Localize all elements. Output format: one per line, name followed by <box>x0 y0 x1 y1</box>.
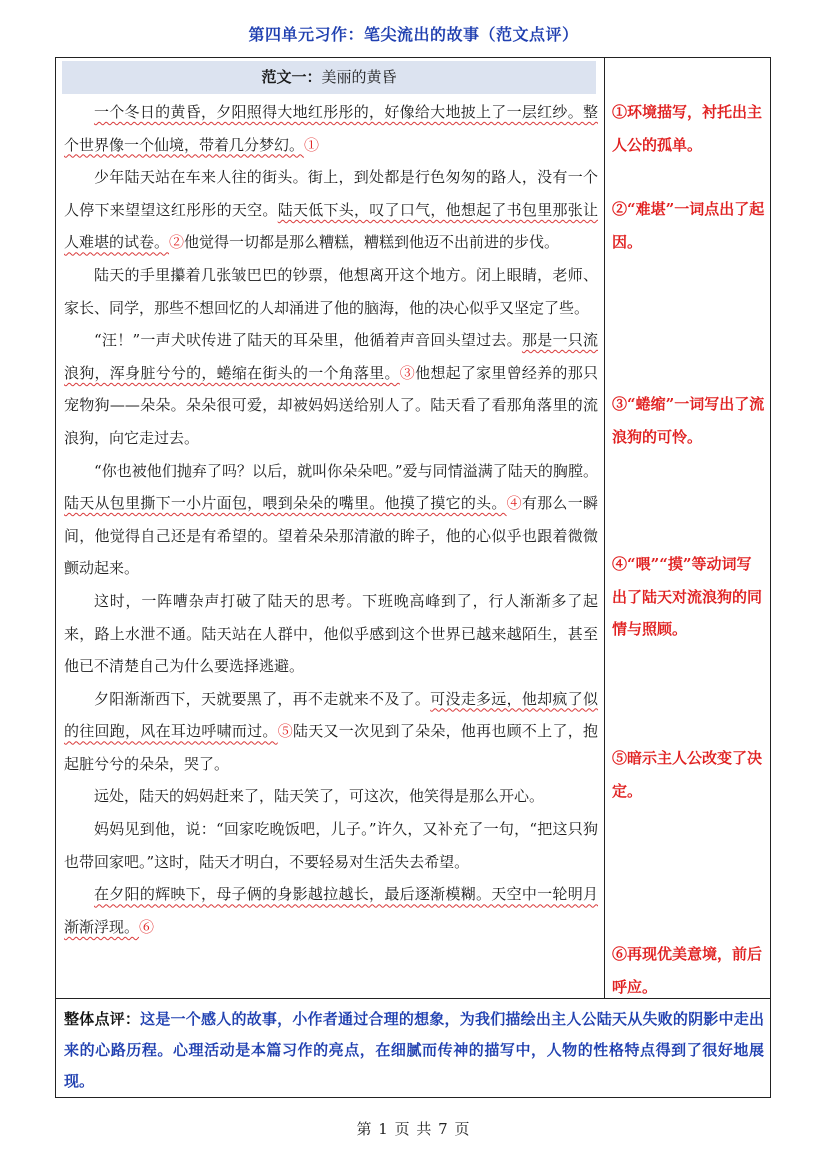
para-text: 他想起了家里曾经养的那只宠物狗——朵朵。朵朵很可爱，却被妈妈送给别人了。陆天看了看那角落里的流浪狗，向它走过去。 <box>64 363 598 447</box>
comment-table <box>55 57 771 1098</box>
para-text: “汪！”一声犬吠传进了陆天的耳朵里，他循着声音回头望过去。 <box>94 331 522 350</box>
side-note-3: ③“蜷缩”一词写出了流浪狗的可怜。 <box>612 395 765 446</box>
column-divider <box>604 58 605 998</box>
side-note-4: ④“喂”“摸”等动词写出了陆天对流浪狗的同情与照顾。 <box>612 555 763 639</box>
annotation-marker: ③ <box>399 363 416 382</box>
para-text: 远处，陆天的妈妈赶来了，陆天笑了，可这次，他笑得是那么开心。 <box>94 787 545 806</box>
para-text: 他觉得一切都是那么糟糕，糟糕到他迈不出前进的步伐。 <box>184 233 560 252</box>
overall-comment-text: 这是一个感人的故事，小作者通过合理的想象，为我们描绘出主人公陆天从失败的阴影中走出来的心路历程。心理活动是本篇习作的亮点，在细腻而传神的描写中，人物的性格特点得到了很好地展现。 <box>64 1010 764 1090</box>
para-text: 陆天的手里攥着几张皱巴巴的钞票，他想离开这个地方。闭上眼睛，老师、家长、同学，那些不想回忆的人却涌进了他的脑海，他的决心似乎又坚定了些。 <box>64 265 598 317</box>
essay-header-lead: 范文一： <box>261 68 322 86</box>
essay-paragraph <box>64 259 598 324</box>
annotation-marker: ① <box>304 135 320 154</box>
essay-body <box>64 96 598 943</box>
essay-paragraph <box>64 96 598 161</box>
underlined-text: 一个冬日的黄昏，夕阳照得大地红彤彤的，好像给大地披上了一层红纱。整个世界像一个仙境，带着几分梦幻。 <box>64 103 598 154</box>
para-text: 这时，一阵嘈杂声打破了陆天的思考。下班晚高峰到了，行人渐渐多了起来，路上水泄不通。陆天站在人群中，他似乎感到这个世界已越来越陌生，甚至他已不清楚自己为什么要选择逃避。 <box>64 591 598 676</box>
annotation-marker: ⑥ <box>139 917 155 936</box>
essay-paragraph <box>64 813 598 878</box>
annotation-marker: ② <box>169 233 185 252</box>
underlined-text: 可没走多远，他却疯了似的往回跑，风在耳边呼啸而过。 <box>64 689 598 741</box>
essay-header <box>62 61 596 94</box>
para-text: 夕阳渐渐西下，天就要黑了，再不走就来不及了。 <box>94 689 431 708</box>
side-note-5: ⑤暗示主人公改变了决定。 <box>612 749 763 800</box>
overall-comment <box>64 1004 764 1097</box>
essay-paragraph <box>64 780 598 813</box>
essay-header-name: 美丽的黄昏 <box>321 68 397 86</box>
row-divider <box>56 998 770 999</box>
essay-paragraph <box>64 585 598 683</box>
essay-paragraph <box>64 161 598 259</box>
essay-paragraph <box>64 324 598 454</box>
page-number: 第 1 页 共 7 页 <box>356 1120 471 1138</box>
annotation-marker: ④ <box>506 494 522 513</box>
annotation-marker: ⑤ <box>277 722 293 741</box>
underlined-text: 那是一只流浪狗，浑身脏兮兮的，蜷缩在街头的一个角落里。 <box>64 331 598 382</box>
overall-comment-label: 整体点评： <box>64 1010 141 1028</box>
essay-paragraph <box>64 455 598 585</box>
para-text: 陆天又一次见到了朵朵，他再也顾不上了，抱起脏兮兮的朵朵，哭了。 <box>64 722 598 773</box>
para-text: 妈妈见到他，说：“回家吃晚饭吧，儿子。”许久，又补充了一句，“把这只狗也带回家吧。”这时，陆天才明白，不要轻易对生活失去希望。 <box>64 820 598 871</box>
page-title: 第四单元习作：笔尖流出的故事（范文点评） <box>248 25 579 44</box>
side-note-1: ①环境描写，衬托出主人公的孤单。 <box>612 103 763 154</box>
para-text: 少年陆天站在车来人往的街头。街上，到处都是行色匆匆的路人，没有一个人停下来望望这红彤彤的天空。 <box>64 168 598 219</box>
essay-paragraph <box>64 683 598 781</box>
para-text: 有那么一瞬间，他觉得自己还是有希望的。望着朵朵那清澈的眸子，他的心似乎也跟着微微颤动起来。 <box>64 494 598 578</box>
underlined-text: 陆天低下头，叹了口气，他想起了书包里那张让人难堪的试卷。 <box>64 200 598 252</box>
side-note-2: ②“难堪”一词点出了起因。 <box>612 200 765 251</box>
underlined-text: 在夕阳的辉映下，母子俩的身影越拉越长，最后逐渐模糊。天空中一轮明月渐渐浮现。 <box>64 885 598 936</box>
essay-paragraph <box>64 878 598 943</box>
para-text: “你也被他们抛弃了吗？以后，就叫你朵朵吧。”爱与同情溢满了陆天的胸膛。 <box>94 461 598 480</box>
side-note-6: ⑥再现优美意境，前后呼应。 <box>612 945 763 996</box>
underlined-text: 陆天从包里撕下一小片面包，喂到朵朵的嘴里。他摸了摸它的头。 <box>64 494 507 513</box>
